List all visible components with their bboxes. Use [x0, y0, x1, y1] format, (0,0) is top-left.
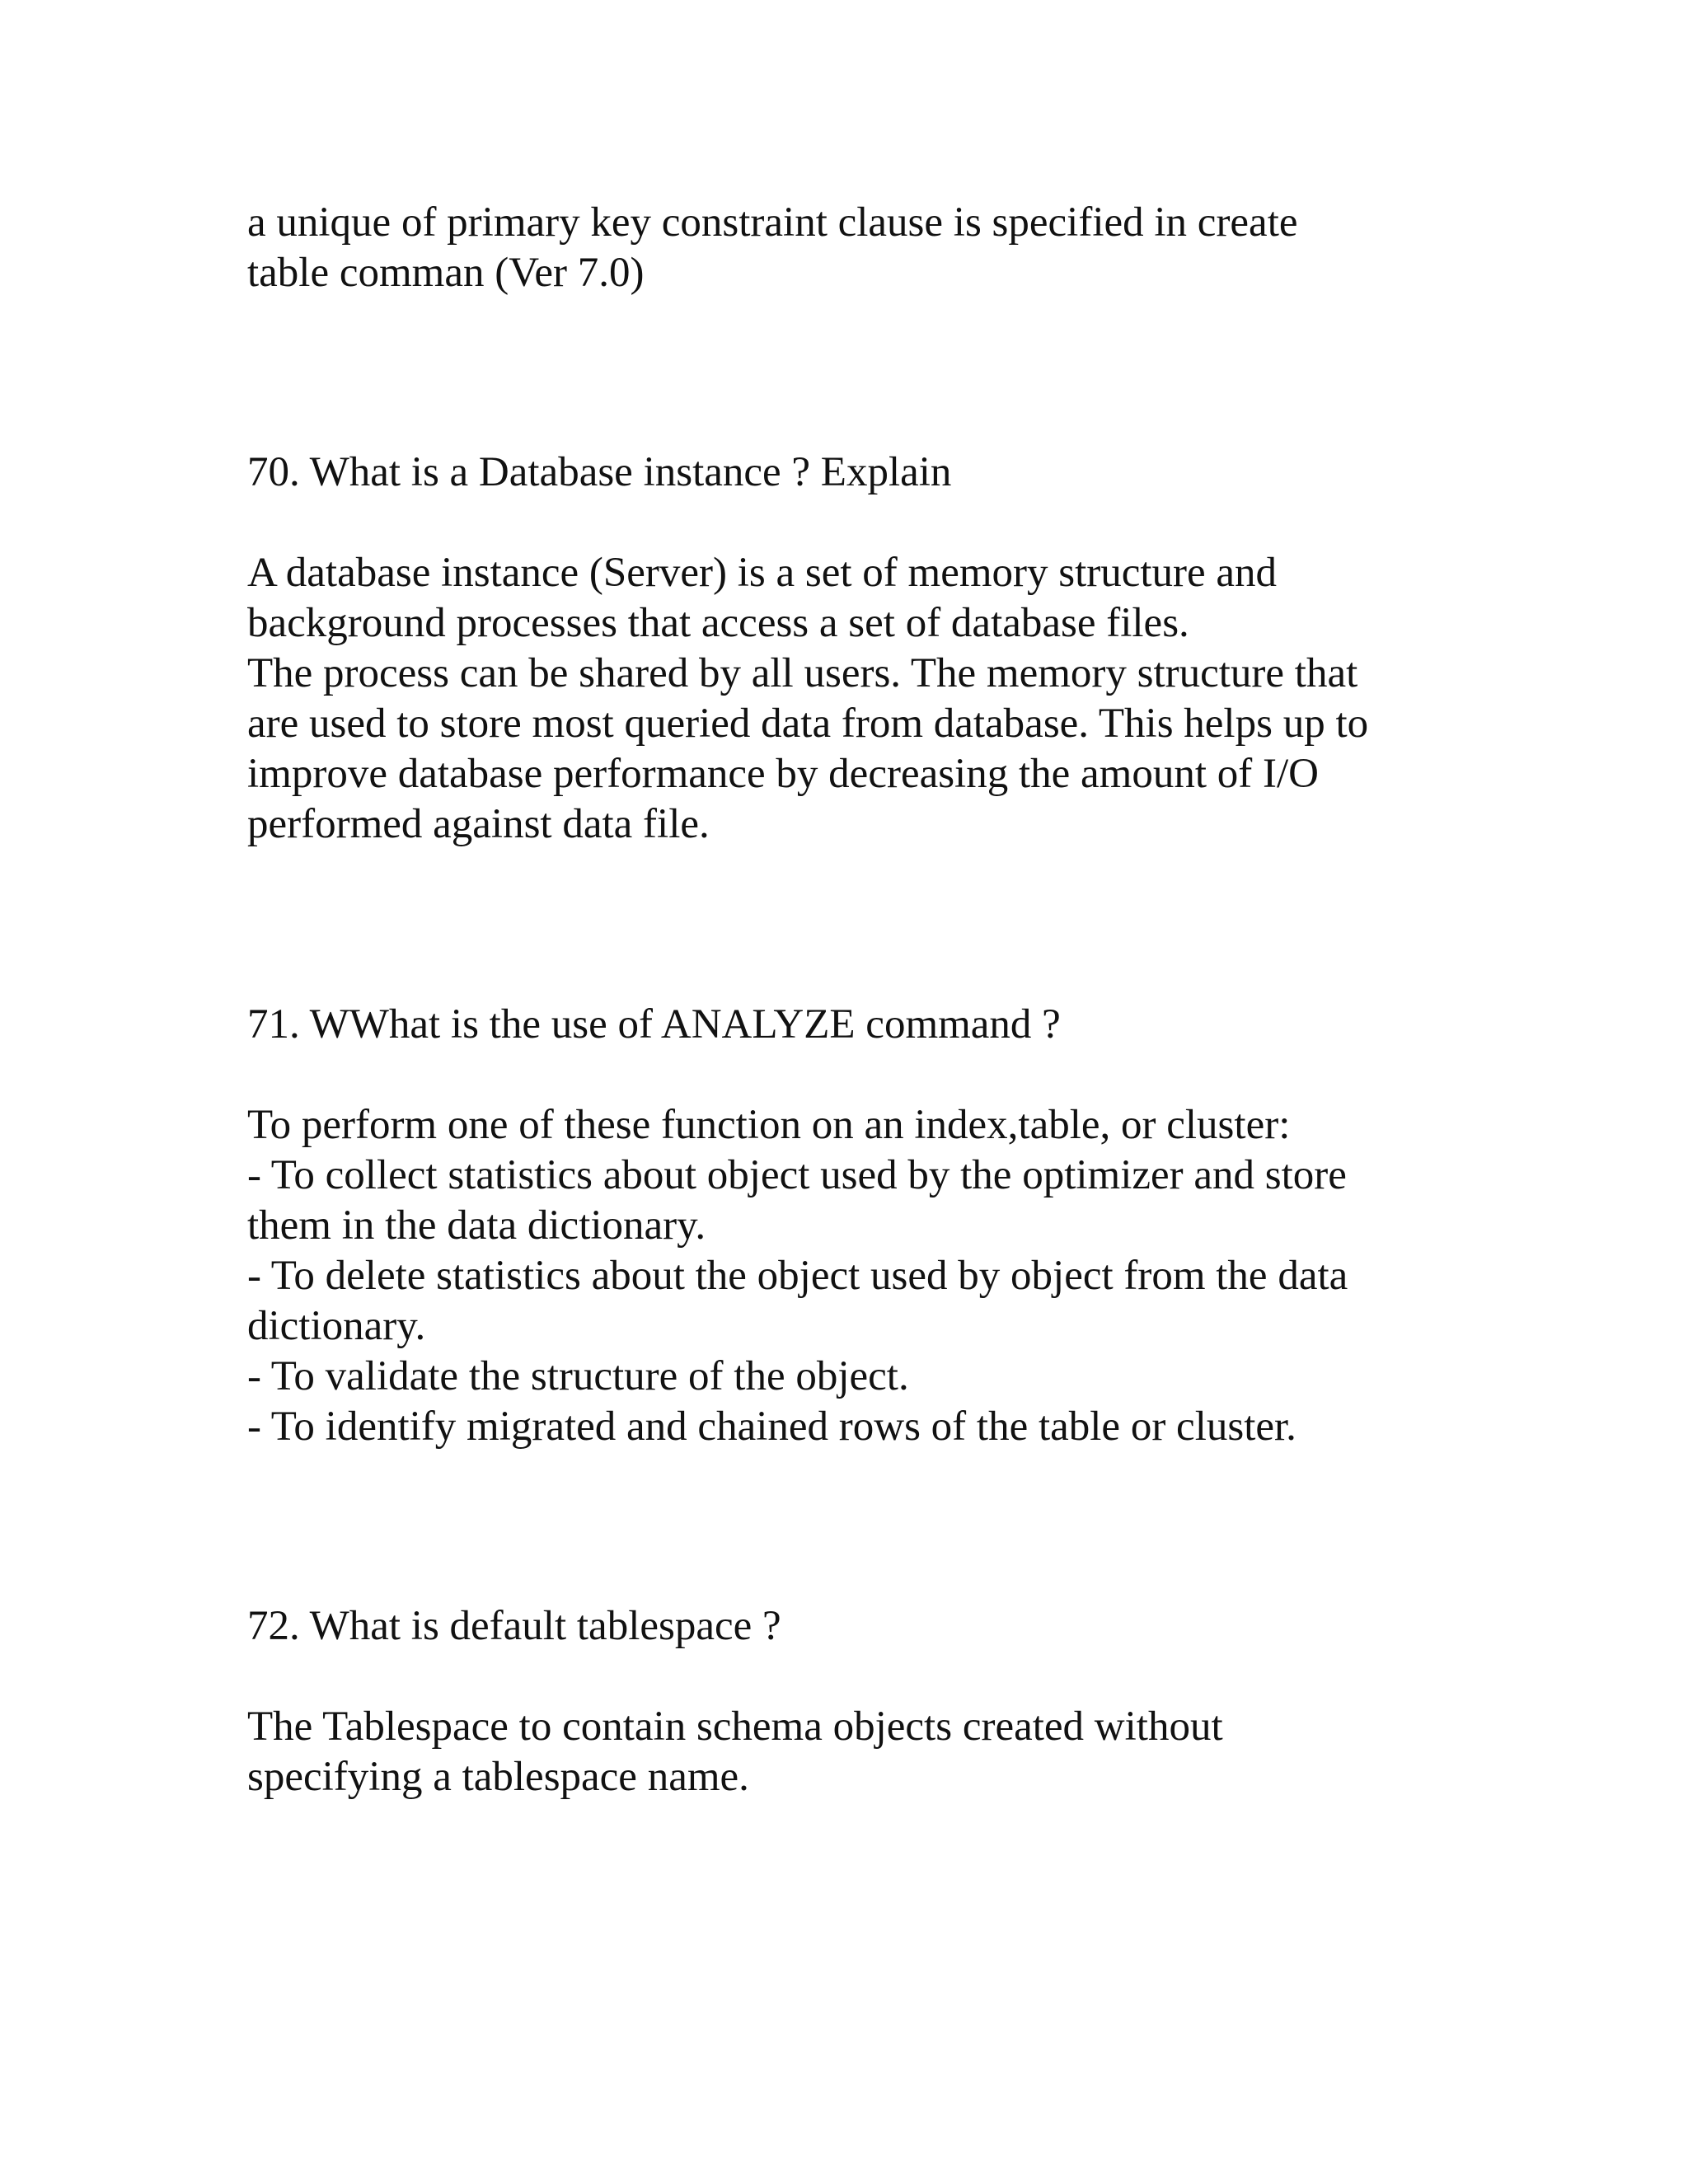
q70-answer-line-3: The process can be shared by all users. The memory structure that [247, 650, 1358, 696]
q70-answer-line-5: improve database performance by decreasing the amount of I/O [247, 751, 1319, 797]
q70-answer-line-1: A database instance (Server) is a set of memory structure and [247, 550, 1278, 596]
q71-answer-line-4: - To delete statistics about the object used by object from the data [247, 1253, 1348, 1299]
q72-answer-line-2: specifying a tablespace name. [247, 1754, 749, 1800]
q71-answer-line-7: - To identify migrated and chained rows of the table or cluster. [247, 1404, 1296, 1450]
q70-answer-line-6: performed against data file. [247, 801, 710, 847]
q71-answer-line-1: To perform one of these function on an index,table, or cluster: [247, 1102, 1291, 1148]
q72-answer-line-1: The Tablespace to contain schema objects created without [247, 1704, 1223, 1750]
q70-answer-line-2: background processes that access a set of database files. [247, 600, 1189, 646]
q71-question: 71. WWhat is the use of ANALYZE command ? [247, 1001, 1061, 1047]
q70-question: 70. What is a Database instance ? Explain [247, 449, 952, 495]
continuation-line-1: a unique of primary key constraint clause is specified in create [247, 199, 1298, 246]
q71-answer-line-6: - To validate the structure of the object. [247, 1353, 909, 1399]
q71-answer-line-3: them in the data dictionary. [247, 1202, 706, 1249]
q72-question: 72. What is default tablespace ? [247, 1603, 781, 1649]
q71-answer-line-5: dictionary. [247, 1303, 426, 1349]
continuation-line-2: table comman (Ver 7.0) [247, 250, 645, 296]
q70-answer-line-4: are used to store most queried data from database. This helps up to [247, 701, 1369, 747]
q71-answer-line-2: - To collect statistics about object used by the optimizer and store [247, 1152, 1347, 1198]
